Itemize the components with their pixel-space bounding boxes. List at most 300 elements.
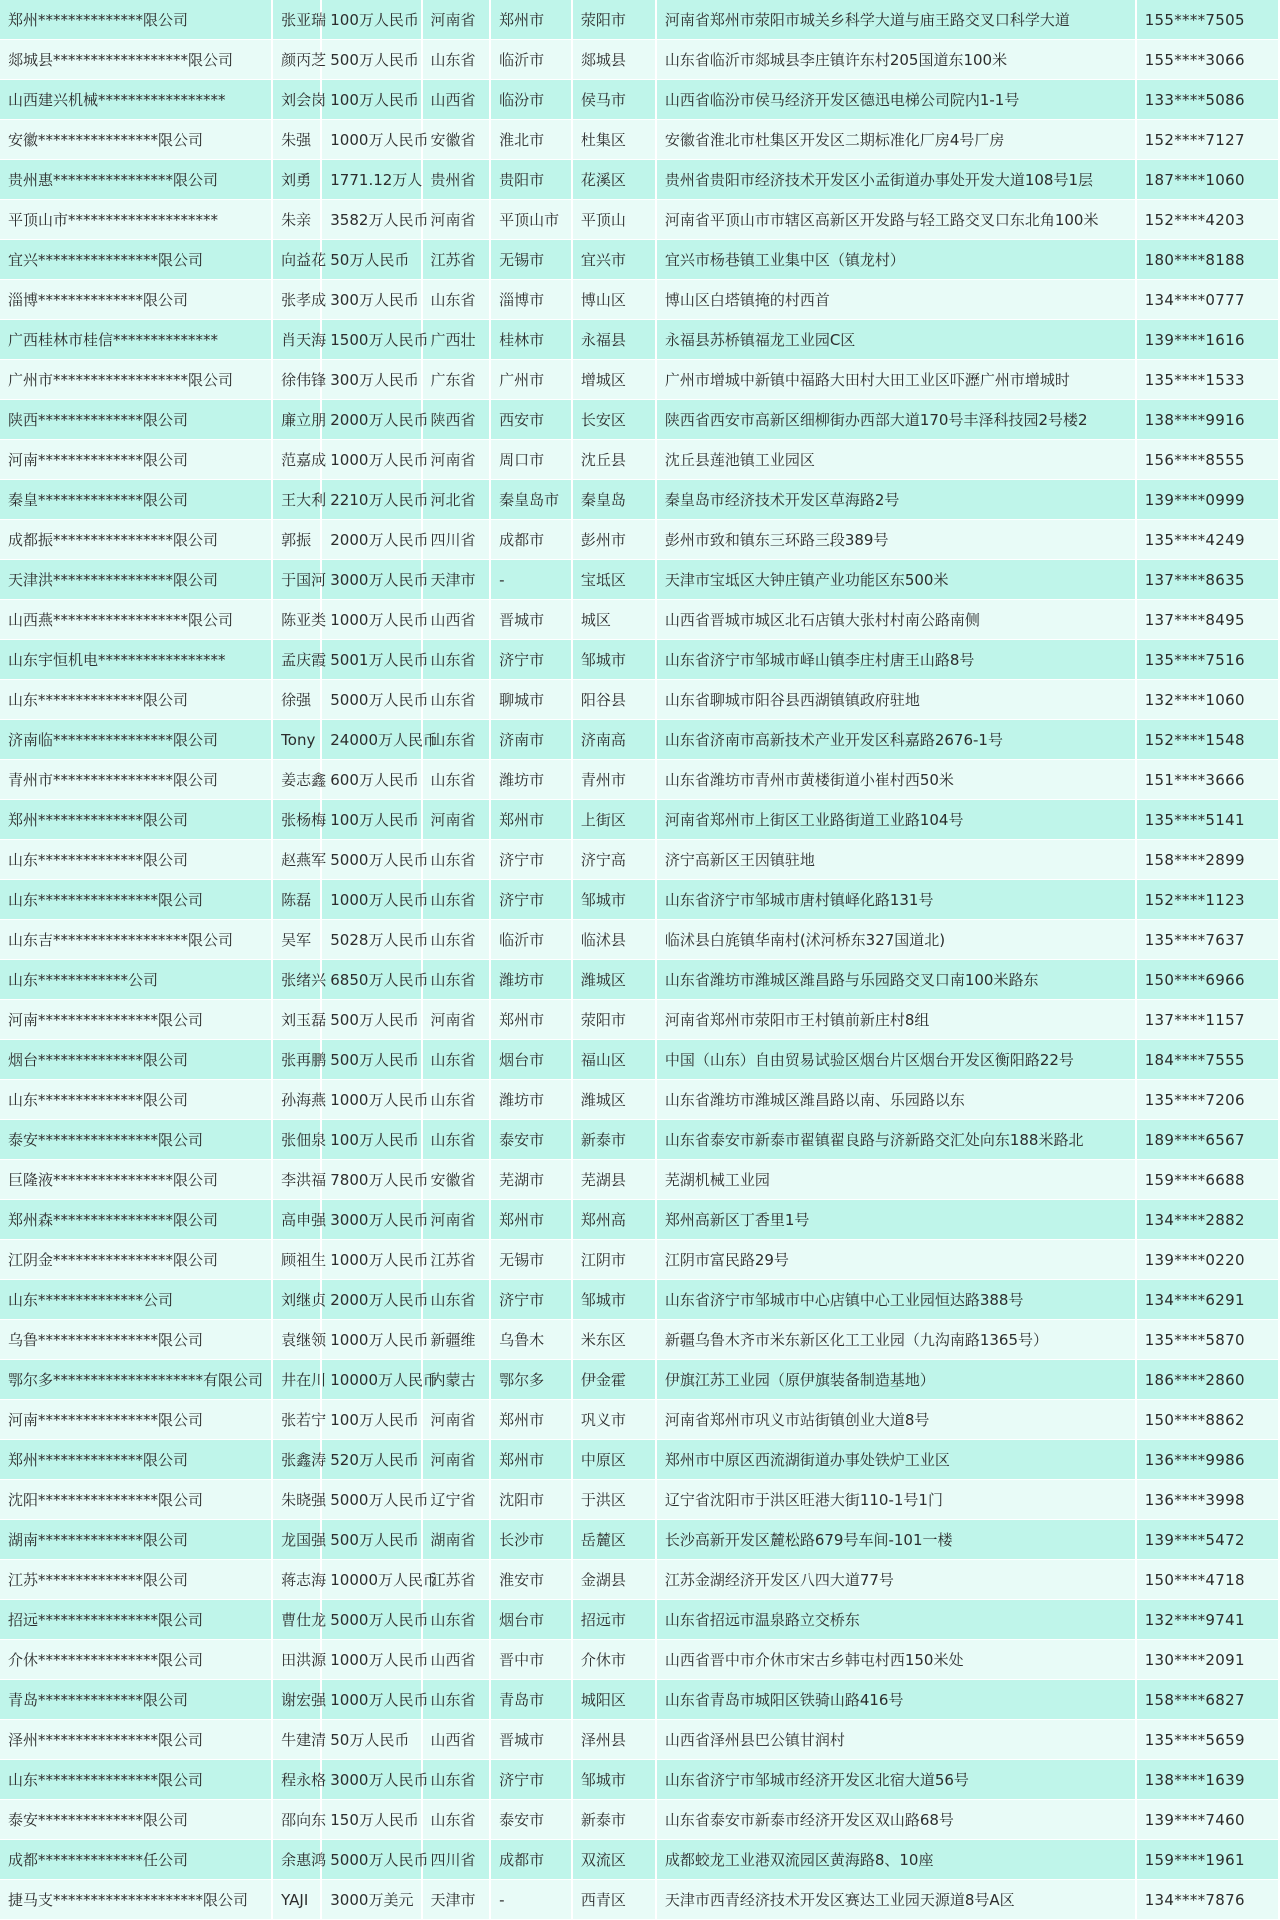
province-cell: 河南省: [422, 800, 491, 840]
province-cell: 贵州省: [422, 160, 491, 200]
province-cell: 山东省: [422, 40, 491, 80]
district-cell: 中原区: [572, 1440, 656, 1480]
city-cell: 济南市: [490, 720, 572, 760]
company-name-cell: 安徽****************限公司: [0, 120, 272, 160]
city-cell: 秦皇岛市: [490, 480, 572, 520]
province-cell: 山东省: [422, 760, 491, 800]
company-name-cell: 乌鲁****************限公司: [0, 1320, 272, 1360]
company-name-cell: 郑州森****************限公司: [0, 1200, 272, 1240]
city-cell: 沈阳市: [490, 1480, 572, 1520]
province-cell: 山东省: [422, 680, 491, 720]
registered-capital-cell: 520万人民币: [321, 1440, 421, 1480]
company-name-cell: 郑州**************限公司: [0, 1440, 272, 1480]
registered-capital-cell: 24000万人民币: [321, 720, 421, 760]
legal-rep-cell: 邵向东: [272, 1800, 321, 1840]
registered-capital-cell: 3000万人民币: [321, 560, 421, 600]
city-cell: 淮安市: [490, 1560, 572, 1600]
phone-cell: 155****7505: [1136, 0, 1279, 40]
city-cell: 芜湖市: [490, 1160, 572, 1200]
address-cell: 天津市西青经济技术开发区赛达工业园天源道8号A区: [656, 1880, 1136, 1920]
city-cell: 淄博市: [490, 280, 572, 320]
table-row: [0, 1520, 1279, 1560]
registered-capital-cell: 100万人民币: [321, 0, 421, 40]
city-cell: 成都市: [490, 1840, 572, 1880]
province-cell: 广东省: [422, 360, 491, 400]
district-cell: 新泰市: [572, 1800, 656, 1840]
table-row: [0, 520, 1279, 560]
company-name-cell: 贵州惠****************限公司: [0, 160, 272, 200]
registered-capital-cell: 1000万人民币: [321, 1080, 421, 1120]
company-name-cell: 湖南**************限公司: [0, 1520, 272, 1560]
city-cell: 平顶山市: [490, 200, 572, 240]
registered-capital-cell: 1000万人民币: [321, 1320, 421, 1360]
legal-rep-cell: 张孝成: [272, 280, 321, 320]
company-name-cell: 青州市****************限公司: [0, 760, 272, 800]
table-row: [0, 1080, 1279, 1120]
address-cell: 博山区白塔镇掩的村西首: [656, 280, 1136, 320]
address-cell: 伊旗江苏工业园（原伊旗装备制造基地）: [656, 1360, 1136, 1400]
phone-cell: 150****8862: [1136, 1400, 1279, 1440]
table-row: [0, 200, 1279, 240]
address-cell: 天津市宝坻区大钟庄镇产业功能区东500米: [656, 560, 1136, 600]
registered-capital-cell: 2210万人民币: [321, 480, 421, 520]
company-name-cell: 成都**************任公司: [0, 1840, 272, 1880]
company-name-cell: 郑州**************限公司: [0, 0, 272, 40]
legal-rep-cell: 范嘉成: [272, 440, 321, 480]
company-name-cell: 秦皇**************限公司: [0, 480, 272, 520]
table-row: [0, 480, 1279, 520]
phone-cell: 152****1548: [1136, 720, 1279, 760]
company-name-cell: 山东吉******************限公司: [0, 920, 272, 960]
registered-capital-cell: 1000万人民币: [321, 1240, 421, 1280]
table-row: [0, 600, 1279, 640]
district-cell: 金湖县: [572, 1560, 656, 1600]
registered-capital-cell: 100万人民币: [321, 1400, 421, 1440]
province-cell: 河南省: [422, 200, 491, 240]
phone-cell: 139****0220: [1136, 1240, 1279, 1280]
address-cell: 山东省招远市温泉路立交桥东: [656, 1600, 1136, 1640]
address-cell: 济宁高新区王因镇驻地: [656, 840, 1136, 880]
phone-cell: 152****1123: [1136, 880, 1279, 920]
address-cell: 河南省郑州市荥阳市城关乡科学大道与庙王路交叉口科学大道: [656, 0, 1136, 40]
address-cell: 河南省郑州市巩义市站街镇创业大道8号: [656, 1400, 1136, 1440]
registered-capital-cell: 1500万人民币: [321, 320, 421, 360]
province-cell: 江苏省: [422, 1240, 491, 1280]
district-cell: 济宁高: [572, 840, 656, 880]
city-cell: 泰安市: [490, 1800, 572, 1840]
table-row: [0, 1800, 1279, 1840]
legal-rep-cell: 孙海燕: [272, 1080, 321, 1120]
registered-capital-cell: 2000万人民币: [321, 1280, 421, 1320]
registered-capital-cell: 5001万人民币: [321, 640, 421, 680]
phone-cell: 135****4249: [1136, 520, 1279, 560]
province-cell: 山东省: [422, 880, 491, 920]
company-name-cell: 宜兴****************限公司: [0, 240, 272, 280]
company-name-cell: 山西燕******************限公司: [0, 600, 272, 640]
district-cell: 宜兴市: [572, 240, 656, 280]
district-cell: 临沭县: [572, 920, 656, 960]
district-cell: 郯城县: [572, 40, 656, 80]
province-cell: 山东省: [422, 640, 491, 680]
company-name-cell: 山东**************限公司: [0, 840, 272, 880]
company-name-cell: 河南****************限公司: [0, 1000, 272, 1040]
legal-rep-cell: 徐伟锋: [272, 360, 321, 400]
address-cell: 山东省潍坊市潍城区潍昌路与乐园路交叉口南100米路东: [656, 960, 1136, 1000]
company-name-cell: 济南临****************限公司: [0, 720, 272, 760]
address-cell: 中国（山东）自由贸易试验区烟台片区烟台开发区衡阳路22号: [656, 1040, 1136, 1080]
phone-cell: 152****7127: [1136, 120, 1279, 160]
registered-capital-cell: 100万人民币: [321, 80, 421, 120]
province-cell: 湖南省: [422, 1520, 491, 1560]
phone-cell: 135****5141: [1136, 800, 1279, 840]
address-cell: 贵州省贵阳市经济技术开发区小孟街道办事处开发大道108号1层: [656, 160, 1136, 200]
company-name-cell: 成都振****************限公司: [0, 520, 272, 560]
city-cell: 临沂市: [490, 920, 572, 960]
address-cell: 山西省泽州县巴公镇甘润村: [656, 1720, 1136, 1760]
district-cell: 博山区: [572, 280, 656, 320]
district-cell: 杜集区: [572, 120, 656, 160]
table-row: [0, 680, 1279, 720]
district-cell: 福山区: [572, 1040, 656, 1080]
district-cell: 郑州高: [572, 1200, 656, 1240]
legal-rep-cell: 徐强: [272, 680, 321, 720]
city-cell: 济宁市: [490, 640, 572, 680]
city-cell: 济宁市: [490, 840, 572, 880]
district-cell: 城区: [572, 600, 656, 640]
city-cell: 临沂市: [490, 40, 572, 80]
city-cell: 郑州市: [490, 1200, 572, 1240]
phone-cell: 130****2091: [1136, 1640, 1279, 1680]
city-cell: -: [490, 560, 572, 600]
legal-rep-cell: 曹仕龙: [272, 1600, 321, 1640]
phone-cell: 135****7637: [1136, 920, 1279, 960]
company-name-cell: 山东************公司: [0, 960, 272, 1000]
company-name-cell: 青岛**************限公司: [0, 1680, 272, 1720]
district-cell: 潍城区: [572, 960, 656, 1000]
address-cell: 永福县苏桥镇福龙工业园C区: [656, 320, 1136, 360]
province-cell: 河南省: [422, 1440, 491, 1480]
address-cell: 山西省临汾市侯马经济开发区德迅电梯公司院内1-1号: [656, 80, 1136, 120]
address-cell: 山东省济南市高新技术产业开发区科嘉路2676-1号: [656, 720, 1136, 760]
district-cell: 伊金霍: [572, 1360, 656, 1400]
district-cell: 米东区: [572, 1320, 656, 1360]
legal-rep-cell: 孟庆霞: [272, 640, 321, 680]
province-cell: 山东省: [422, 1680, 491, 1720]
address-cell: 山东省临沂市郯城县李庄镇许东村205国道东100米: [656, 40, 1136, 80]
table-row: [0, 840, 1279, 880]
district-cell: 青州市: [572, 760, 656, 800]
phone-cell: 150****4718: [1136, 1560, 1279, 1600]
legal-rep-cell: 李洪福: [272, 1160, 321, 1200]
legal-rep-cell: 田洪源: [272, 1640, 321, 1680]
company-name-cell: 郑州**************限公司: [0, 800, 272, 840]
table-row: [0, 1840, 1279, 1880]
legal-rep-cell: 廉立朋: [272, 400, 321, 440]
city-cell: 济宁市: [490, 1280, 572, 1320]
district-cell: 平顶山: [572, 200, 656, 240]
city-cell: 潍坊市: [490, 960, 572, 1000]
table-row: [0, 880, 1279, 920]
table-row: [0, 80, 1279, 120]
table-row: [0, 1200, 1279, 1240]
address-cell: 陕西省西安市高新区细柳街办西部大道170号丰泽科技园2号楼2: [656, 400, 1136, 440]
city-cell: 晋城市: [490, 1720, 572, 1760]
city-cell: 无锡市: [490, 1240, 572, 1280]
phone-cell: 138****1639: [1136, 1760, 1279, 1800]
registered-capital-cell: 5000万人民币: [321, 1840, 421, 1880]
phone-cell: 134****6291: [1136, 1280, 1279, 1320]
province-cell: 河北省: [422, 480, 491, 520]
company-name-cell: 江苏**************限公司: [0, 1560, 272, 1600]
company-name-cell: 泰安**************限公司: [0, 1800, 272, 1840]
district-cell: 江阴市: [572, 1240, 656, 1280]
registered-capital-cell: 1000万人民币: [321, 120, 421, 160]
district-cell: 双流区: [572, 1840, 656, 1880]
district-cell: 芜湖县: [572, 1160, 656, 1200]
legal-rep-cell: 袁继领: [272, 1320, 321, 1360]
legal-rep-cell: 郭振: [272, 520, 321, 560]
city-cell: 临汾市: [490, 80, 572, 120]
phone-cell: 135****5870: [1136, 1320, 1279, 1360]
city-cell: 济宁市: [490, 880, 572, 920]
address-cell: 山东省泰安市新泰市翟镇翟良路与济新路交汇处向东188米路北: [656, 1120, 1136, 1160]
table-row: [0, 1880, 1279, 1920]
registered-capital-cell: 3000万美元: [321, 1880, 421, 1920]
registered-capital-cell: 300万人民币: [321, 280, 421, 320]
district-cell: 花溪区: [572, 160, 656, 200]
registered-capital-cell: 100万人民币: [321, 1120, 421, 1160]
city-cell: 郑州市: [490, 1400, 572, 1440]
legal-rep-cell: 陈磊: [272, 880, 321, 920]
province-cell: 陕西省: [422, 400, 491, 440]
city-cell: 郑州市: [490, 1000, 572, 1040]
province-cell: 河南省: [422, 1400, 491, 1440]
district-cell: 巩义市: [572, 1400, 656, 1440]
province-cell: 河南省: [422, 440, 491, 480]
table-row: [0, 1040, 1279, 1080]
legal-rep-cell: 余惠鸿: [272, 1840, 321, 1880]
city-cell: -: [490, 1880, 572, 1920]
table-row: [0, 1240, 1279, 1280]
province-cell: 安徽省: [422, 120, 491, 160]
table-row: [0, 360, 1279, 400]
district-cell: 增城区: [572, 360, 656, 400]
province-cell: 山东省: [422, 720, 491, 760]
district-cell: 彭州市: [572, 520, 656, 560]
table-row: [0, 720, 1279, 760]
province-cell: 山东省: [422, 1800, 491, 1840]
company-name-cell: 河南**************限公司: [0, 440, 272, 480]
phone-cell: 186****2860: [1136, 1360, 1279, 1400]
registered-capital-cell: 1000万人民币: [321, 880, 421, 920]
table-row: [0, 0, 1279, 40]
phone-cell: 155****3066: [1136, 40, 1279, 80]
district-cell: 邹城市: [572, 1280, 656, 1320]
legal-rep-cell: 张鑫涛: [272, 1440, 321, 1480]
city-cell: 周口市: [490, 440, 572, 480]
company-name-cell: 平顶山市********************: [0, 200, 272, 240]
province-cell: 山西省: [422, 1720, 491, 1760]
legal-rep-cell: 谢宏强: [272, 1680, 321, 1720]
phone-cell: 139****7460: [1136, 1800, 1279, 1840]
table-row: [0, 240, 1279, 280]
phone-cell: 151****3666: [1136, 760, 1279, 800]
table-row: [0, 120, 1279, 160]
registered-capital-cell: 7800万人民币: [321, 1160, 421, 1200]
registered-capital-cell: 2000万人民币: [321, 520, 421, 560]
legal-rep-cell: 王大利: [272, 480, 321, 520]
legal-rep-cell: 张绪兴: [272, 960, 321, 1000]
district-cell: 西青区: [572, 1880, 656, 1920]
table-row: [0, 280, 1279, 320]
district-cell: 济南高: [572, 720, 656, 760]
address-cell: 宜兴市杨巷镇工业集中区（镇龙村）: [656, 240, 1136, 280]
address-cell: 山西省晋城市城区北石店镇大张村村南公路南侧: [656, 600, 1136, 640]
phone-cell: 135****1533: [1136, 360, 1279, 400]
province-cell: 山东省: [422, 1120, 491, 1160]
registered-capital-cell: 5000万人民币: [321, 840, 421, 880]
city-cell: 乌鲁木: [490, 1320, 572, 1360]
company-name-cell: 淄博**************限公司: [0, 280, 272, 320]
province-cell: 山西省: [422, 80, 491, 120]
address-cell: 长沙高新开发区麓松路679号车间-101一楼: [656, 1520, 1136, 1560]
province-cell: 安徽省: [422, 1160, 491, 1200]
city-cell: 长沙市: [490, 1520, 572, 1560]
table-row: [0, 1000, 1279, 1040]
province-cell: 山东省: [422, 1280, 491, 1320]
table-row: [0, 1480, 1279, 1520]
address-cell: 山东省济宁市邹城市中心店镇中心工业园恒达路388号: [656, 1280, 1136, 1320]
table-row: [0, 320, 1279, 360]
legal-rep-cell: YAJI: [272, 1880, 321, 1920]
table-row: [0, 1440, 1279, 1480]
address-cell: 山东省泰安市新泰市经济开发区双山路68号: [656, 1800, 1136, 1840]
registered-capital-cell: 50万人民币: [321, 1720, 421, 1760]
address-cell: 沈丘县莲池镇工业园区: [656, 440, 1136, 480]
phone-cell: 139****5472: [1136, 1520, 1279, 1560]
company-name-cell: 鄂尔多********************有限公司: [0, 1360, 272, 1400]
table-row: [0, 1120, 1279, 1160]
province-cell: 山东省: [422, 960, 491, 1000]
district-cell: 侯马市: [572, 80, 656, 120]
city-cell: 郑州市: [490, 1440, 572, 1480]
legal-rep-cell: 高申强: [272, 1200, 321, 1240]
district-cell: 城阳区: [572, 1680, 656, 1720]
registered-capital-cell: 100万人民币: [321, 800, 421, 840]
province-cell: 山东省: [422, 1040, 491, 1080]
table-row: [0, 1560, 1279, 1600]
registered-capital-cell: 1000万人民币: [321, 600, 421, 640]
phone-cell: 132****9741: [1136, 1600, 1279, 1640]
city-cell: 潍坊市: [490, 1080, 572, 1120]
registered-capital-cell: 1000万人民币: [321, 1680, 421, 1720]
address-cell: 河南省郑州市上街区工业路街道工业路104号: [656, 800, 1136, 840]
address-cell: 广州市增城中新镇中福路大田村大田工业区吓瀝广州市增城时: [656, 360, 1136, 400]
province-cell: 河南省: [422, 1200, 491, 1240]
company-name-cell: 山东****************限公司: [0, 880, 272, 920]
registered-capital-cell: 500万人民币: [321, 40, 421, 80]
district-cell: 岳麓区: [572, 1520, 656, 1560]
province-cell: 山东省: [422, 280, 491, 320]
registered-capital-cell: 500万人民币: [321, 1040, 421, 1080]
phone-cell: 159****6688: [1136, 1160, 1279, 1200]
table-row: [0, 800, 1279, 840]
city-cell: 淮北市: [490, 120, 572, 160]
company-name-cell: 巨隆液****************限公司: [0, 1160, 272, 1200]
table-row: [0, 960, 1279, 1000]
city-cell: 西安市: [490, 400, 572, 440]
company-name-cell: 介休****************限公司: [0, 1640, 272, 1680]
district-cell: 邹城市: [572, 640, 656, 680]
city-cell: 聊城市: [490, 680, 572, 720]
province-cell: 河南省: [422, 0, 491, 40]
district-cell: 长安区: [572, 400, 656, 440]
legal-rep-cell: 于国河: [272, 560, 321, 600]
district-cell: 邹城市: [572, 1760, 656, 1800]
legal-rep-cell: 张杨梅: [272, 800, 321, 840]
registered-capital-cell: 150万人民币: [321, 1800, 421, 1840]
table-row: [0, 40, 1279, 80]
registered-capital-cell: 3000万人民币: [321, 1760, 421, 1800]
phone-cell: 136****3998: [1136, 1480, 1279, 1520]
phone-cell: 139****1616: [1136, 320, 1279, 360]
phone-cell: 184****7555: [1136, 1040, 1279, 1080]
province-cell: 新疆维: [422, 1320, 491, 1360]
address-cell: 山东省潍坊市潍城区潍昌路以南、乐园路以东: [656, 1080, 1136, 1120]
district-cell: 沈丘县: [572, 440, 656, 480]
legal-rep-cell: 陈亚类: [272, 600, 321, 640]
legal-rep-cell: 张若宁: [272, 1400, 321, 1440]
province-cell: 山东省: [422, 840, 491, 880]
district-cell: 于洪区: [572, 1480, 656, 1520]
legal-rep-cell: 朱强: [272, 120, 321, 160]
phone-cell: 159****1961: [1136, 1840, 1279, 1880]
address-cell: 江阴市富民路29号: [656, 1240, 1136, 1280]
registered-capital-cell: 300万人民币: [321, 360, 421, 400]
province-cell: 天津市: [422, 560, 491, 600]
city-cell: 晋城市: [490, 600, 572, 640]
city-cell: 青岛市: [490, 1680, 572, 1720]
address-cell: 新疆乌鲁木齐市米东新区化工工业园（九沟南路1365号）: [656, 1320, 1136, 1360]
phone-cell: 137****1157: [1136, 1000, 1279, 1040]
city-cell: 桂林市: [490, 320, 572, 360]
province-cell: 广西壮: [422, 320, 491, 360]
city-cell: 成都市: [490, 520, 572, 560]
city-cell: 郑州市: [490, 0, 572, 40]
city-cell: 鄂尔多: [490, 1360, 572, 1400]
phone-cell: 139****0999: [1136, 480, 1279, 520]
district-cell: 新泰市: [572, 1120, 656, 1160]
table-row: [0, 1400, 1279, 1440]
phone-cell: 150****6966: [1136, 960, 1279, 1000]
province-cell: 江苏省: [422, 240, 491, 280]
company-name-cell: 广州市******************限公司: [0, 360, 272, 400]
company-name-cell: 泽州****************限公司: [0, 1720, 272, 1760]
company-name-cell: 烟台**************限公司: [0, 1040, 272, 1080]
address-cell: 临沭县白旄镇华南村(沭河桥东327国道北): [656, 920, 1136, 960]
district-cell: 荥阳市: [572, 1000, 656, 1040]
registered-capital-cell: 5000万人民币: [321, 1480, 421, 1520]
phone-cell: 135****7206: [1136, 1080, 1279, 1120]
registered-capital-cell: 10000万人民币: [321, 1560, 421, 1600]
address-cell: 郑州市中原区西流湖街道办事处铁炉工业区: [656, 1440, 1136, 1480]
province-cell: 辽宁省: [422, 1480, 491, 1520]
phone-cell: 158****6827: [1136, 1680, 1279, 1720]
district-cell: 宝坻区: [572, 560, 656, 600]
company-name-cell: 山西建兴机械*****************: [0, 80, 272, 120]
company-name-cell: 山东**************限公司: [0, 1080, 272, 1120]
legal-rep-cell: 蒋志海: [272, 1560, 321, 1600]
